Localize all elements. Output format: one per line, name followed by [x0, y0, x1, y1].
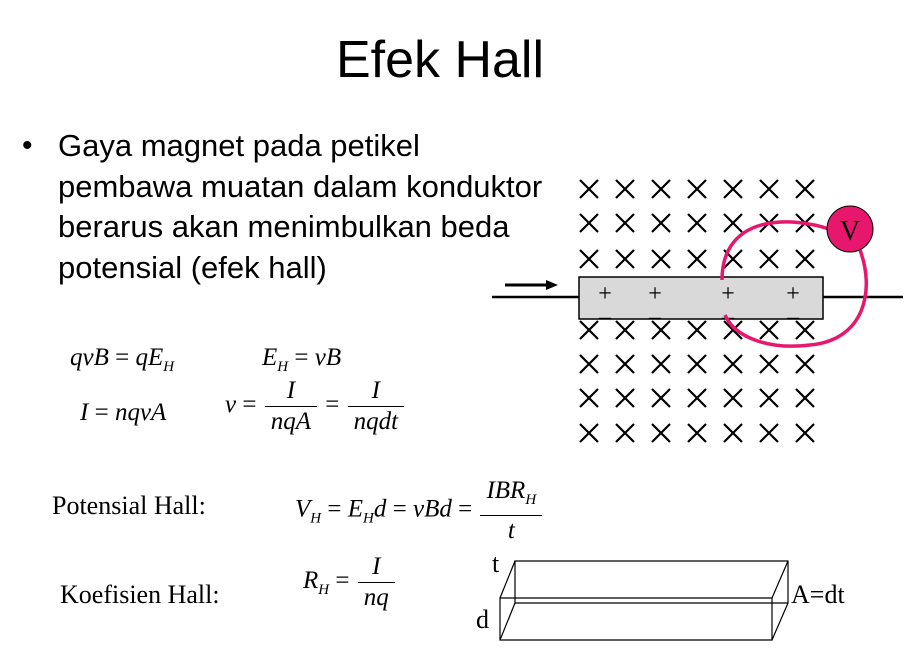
potential-lhs: V — [295, 495, 311, 523]
positive-charge-sign: + — [598, 281, 612, 307]
field-cross-icon — [616, 250, 634, 268]
force-rhs: qE — [135, 344, 164, 371]
velocity-fraction-1-denominator: nqA — [270, 408, 311, 435]
field-cross-icon — [652, 180, 670, 198]
field-cross-icon — [580, 214, 598, 232]
equation-hall-coefficient: $R_H$ = $\frac{I}{nq}$ — [303, 552, 397, 613]
field-cross-icon — [688, 250, 706, 268]
current-rhs: nqvA — [114, 399, 167, 426]
prism-label-d: d — [476, 605, 489, 634]
potential-term-1-suffix: d — [373, 495, 387, 523]
field-cross-icon — [760, 355, 778, 373]
field-cross-icon — [796, 250, 814, 268]
field-cross-icon — [652, 355, 670, 373]
current-arrow-head — [546, 280, 558, 290]
equation-drift-velocity: v = $\frac{I}{\text{nqA}}$ = $\frac{I}{\text{nqdt}}$ — [225, 376, 406, 437]
negative-charge-sign: – — [722, 304, 734, 330]
velocity-fraction-1-numerator: I — [265, 376, 317, 407]
coefficient-lhs: R — [303, 567, 319, 595]
field-cross-icon — [652, 424, 670, 442]
force-rhs-subscript: H — [163, 359, 175, 375]
field-cross-icon — [796, 389, 814, 407]
field-cross-icon — [652, 389, 670, 407]
field-cross-icon — [580, 389, 598, 407]
bullet-marker: • — [22, 129, 33, 162]
field-cross-icon — [580, 321, 598, 339]
field-cross-icon — [688, 389, 706, 407]
negative-charge-sign: – — [649, 304, 661, 330]
voltmeter-label: V — [839, 216, 861, 247]
coefficient-lhs-subscript: H — [318, 582, 330, 599]
positive-charge-sign: + — [648, 281, 662, 307]
field-cross-icon — [760, 321, 778, 339]
field-cross-icon — [724, 214, 742, 232]
field-rhs: vB — [314, 344, 342, 371]
field-cross-icon — [760, 424, 778, 442]
potential-term-1: E — [347, 495, 364, 523]
potential-fraction-numerator: IBR — [486, 477, 526, 504]
field-cross-icon — [724, 355, 742, 373]
field-cross-icon — [616, 424, 634, 442]
field-cross-icon — [796, 180, 814, 198]
field-cross-icon — [652, 250, 670, 268]
potential-term-1-subscript: H — [363, 510, 374, 527]
field-lhs-subscript: H — [277, 359, 289, 375]
potential-term-2: vBd — [412, 495, 452, 523]
current-lhs: I — [80, 399, 89, 426]
prism-edge-top-left — [500, 561, 515, 598]
slide-title: Efek Hall — [335, 31, 545, 89]
equation-hall-field: $E_H$ = vB — [262, 344, 342, 375]
field-cross-icon — [652, 214, 670, 232]
prism-label-area: A=dt — [791, 580, 845, 609]
field-cross-icon — [688, 355, 706, 373]
negative-charge-sign: – — [599, 304, 611, 330]
coefficient-fraction-denominator: nq — [363, 584, 389, 611]
field-cross-icon — [724, 180, 742, 198]
velocity-fraction-2-denominator: nqdt — [353, 408, 399, 435]
field-cross-icon — [796, 424, 814, 442]
force-lhs: qvB — [70, 344, 109, 371]
velocity-fraction-2-numerator: I — [348, 376, 404, 407]
label-potensial-hall: Potensial Hall: — [52, 491, 206, 520]
field-cross-icon — [760, 250, 778, 268]
field-cross-icon — [580, 424, 598, 442]
potential-fraction-numerator-subscript: H — [525, 492, 537, 508]
field-cross-icon — [760, 180, 778, 198]
potential-fraction-denominator: t — [507, 517, 515, 544]
field-lhs: E — [262, 344, 278, 371]
field-cross-icon — [688, 321, 706, 339]
label-koefisien-hall: Koefisien Hall: — [60, 580, 220, 609]
field-cross-icon — [580, 250, 598, 268]
prism-edge-top-right — [772, 561, 788, 598]
negative-charge-sign: – — [787, 304, 799, 330]
field-cross-icon — [688, 214, 706, 232]
equation-current: I = nqvA — [80, 399, 167, 426]
equation-hall-potential: $V_H = E_Hd$ = vBd = $\frac{IBR_H}{t}$ — [295, 476, 544, 546]
coefficient-fraction-numerator: I — [358, 552, 395, 583]
conductor-prism — [500, 561, 788, 640]
field-cross-icon — [796, 355, 814, 373]
potential-lhs-subscript: H — [310, 510, 322, 527]
field-cross-icon — [616, 214, 634, 232]
field-cross-icon — [688, 424, 706, 442]
positive-charge-sign: + — [721, 281, 735, 307]
prism-label-t: t — [492, 549, 500, 578]
field-cross-icon — [616, 389, 634, 407]
field-cross-icon — [580, 180, 598, 198]
field-cross-icon — [724, 424, 742, 442]
prism-back-face — [515, 561, 788, 603]
prism-edge-bottom-left — [500, 603, 515, 640]
field-cross-icon — [688, 180, 706, 198]
field-cross-icon — [580, 355, 598, 373]
field-cross-icon — [616, 355, 634, 373]
field-cross-icon — [760, 389, 778, 407]
positive-charge-sign: + — [786, 281, 800, 307]
bullet-text: Gaya magnet pada petikel pembawa muatan dalam konduktor berarus akan menimbulkan beda potensial (efek hall) — [58, 128, 543, 285]
prism-front-face — [500, 598, 772, 640]
velocity-lhs: v — [225, 391, 237, 419]
equation-force-balance: qvB = $qE_H$ — [70, 344, 175, 375]
field-cross-icon — [616, 321, 634, 339]
prism-edge-bottom-right — [772, 603, 788, 640]
field-cross-icon — [724, 389, 742, 407]
field-cross-icon — [616, 180, 634, 198]
